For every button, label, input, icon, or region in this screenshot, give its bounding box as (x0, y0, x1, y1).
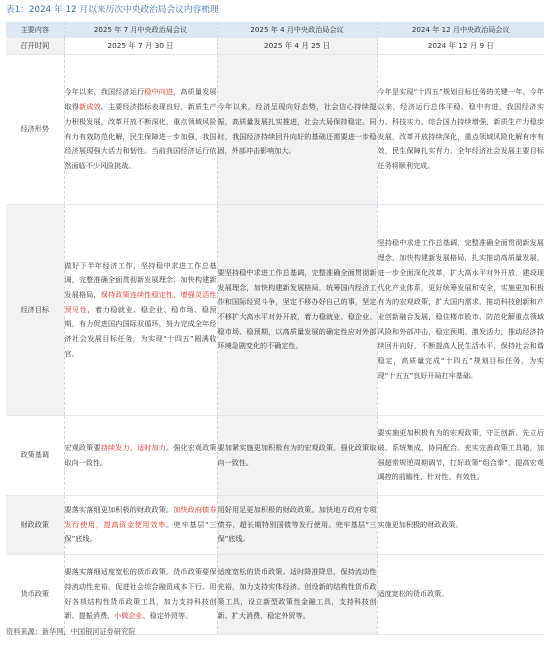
cell-target-2024-12 (377, 205, 544, 416)
cell-text: 要加紧实施更加积极有为的宏观政策。强化政策取向一致性。 (217, 442, 377, 467)
cell-text: 实施更加积极的财政政策。 (377, 519, 463, 529)
cell-text: 今年是实现“十四五”规划目标任务的关键一年。今年以来，经济运行总体平稳、稳中有进，我国经济实力、科技实力、综合国力持续增强，新质生产力稳步发展，改革开放持续深化，重点领域风险化解有序有效，民生保障扎实有力，全年经济社会发展主要目标任务将顺利完成。 (377, 87, 544, 170)
cell-text: ，高质量发展取得 (64, 87, 217, 112)
highlighted-text: 新成效 (79, 102, 101, 112)
cell-text: 。兜牢基层“三保”底线。 (64, 519, 217, 544)
cell-text: 要落实落细适度宽松的货币政策。货币政策要保持流动性充裕，促进社会综合融资成本下行。用好各项结构性货币政策工具，加力支持科技创新、提振消费、 (64, 567, 217, 621)
table-row (6, 416, 544, 496)
cell-fiscal-2025-07 (64, 496, 217, 555)
cell-fiscal-2024-12 (377, 496, 544, 555)
cell-target-2025-04 (217, 205, 377, 416)
cell-monetary-2025-07 (64, 555, 217, 635)
highlighted-text: 稳中向进 (144, 87, 174, 97)
cell-text: 适度宽松的货币政策。 (377, 589, 449, 599)
cell-text: 今年以来，我国经济运行 (64, 87, 145, 97)
cell-economy-2025-04 (217, 55, 377, 205)
header-col-2025-07: 2025 年 7 月中央政治局会议 (64, 22, 217, 38)
cell-target-2025-07 (64, 205, 217, 416)
cell-text: 要坚持稳中求进工作总基调，完整准确全面贯彻新发展理念，加快构建新发展格局，统筹国内经济工作和国际经贸斗争，坚定不移办好自己的事，坚定不移扩大高水平对外开放，着力稳就业、稳企业、稳市场、稳预期，以高质量发展的确定性应对外部环境急剧变化的不确定性。 (217, 267, 377, 351)
cell-text: 。强化宏观政策取向一致性。 (64, 442, 217, 467)
table-title: 表1：2024 年 12 月以来历次中央政治局会议内容梳理 (6, 5, 219, 15)
table-row (6, 555, 544, 635)
row-label-fiscal: 财政政策 (6, 496, 64, 555)
cell-monetary-2024-12 (377, 555, 544, 635)
cell-text: 要落实落细更加积极的财政政策。 (64, 504, 174, 514)
cell-economy-2024-12 (377, 55, 544, 205)
cell-monetary-2025-04 (217, 555, 377, 635)
cell-policy-tone-2024-12 (377, 416, 544, 496)
highlighted-text: 加快政府债券发行使用，提高资金使用效率 (64, 504, 217, 529)
cell-text: 。主要经济指标表现良好，新质生产力积极发展，改革开放不断深化，重点领域风险有力有效防范化解，民生保障进一步加强，我国经济展现强大活力和韧性。当前我国经济运行依然面临不少风险挑战。 (64, 102, 217, 170)
politburo-meeting-table (6, 22, 544, 635)
row-label-economy: 经济形势 (6, 55, 64, 205)
date-row (6, 38, 544, 55)
cell-economy-2025-07 (64, 55, 217, 205)
cell-text: 坚持稳中求进工作总基调，完整准确全面贯彻新发展理念，加快构建新发展格局，扎实推动高质量发展，进一步全面深化改革，扩大高水平对外开放，建设现代化产业体系，更好统筹发展和安全，实施更加积极有为的宏观政策，扩大国内需求，推动科技创新和产业创新融合发展，稳住楼市股市，防范化解重点领域风险和外部冲击，稳定预期、激发活力，推动经济持续回升向好，不断提高人民生活水平，保持社会和谐稳定，高质量完成“十四五”规划目标任务，为实现“十五五”良好开局打牢基础。 (377, 238, 544, 380)
date-2025-04: 2025 年 4 月 25 日 (217, 38, 377, 55)
row-label-date: 召开时间 (6, 38, 64, 55)
cell-text: 用好用足更加积极的财政政策。加快地方政府专项债券、超长期特别国债等发行使用。兜牢基层“三保”底线。 (217, 504, 377, 544)
cell-text: 适度宽松的货币政策。适时降准降息，保持流动性充裕，加力支持实体经济。创设新的结构性货币政策工具，设立新型政策性金融工具，支持科技创新、扩大消费、稳定外贸等。 (217, 567, 377, 621)
cell-text: 、稳定外贸等。 (142, 611, 193, 621)
cell-fiscal-2025-04 (217, 496, 377, 555)
table-row (6, 205, 544, 416)
highlighted-text: 小微企业 (114, 611, 143, 621)
table-row (6, 55, 544, 205)
row-label-target: 经济目标 (6, 205, 64, 416)
date-2024-12: 2024 年 12 月 9 日 (377, 38, 544, 55)
header-col-2024-12: 2024 年 12 月中央政治局会议 (377, 22, 544, 38)
header-col-2025-04: 2025 年 4 月中央政治局会议 (217, 22, 377, 38)
row-label-monetary: 货币政策 (6, 555, 64, 635)
row-label-policy-tone: 政策基调 (6, 416, 64, 496)
cell-text: ，着力稳就业、稳企业、稳市场、稳预期，有力促进国内国际双循环，努力完成全年经济社会发展目标任务，为实现“十四五”圆满收官。 (64, 304, 217, 358)
date-2025-07: 2025 年 7 月 30 日 (64, 38, 217, 55)
source-note: 资料来源：新华网，中国银河证券研究院 (6, 627, 136, 636)
table-row (6, 496, 544, 555)
cell-policy-tone-2025-04 (217, 416, 377, 496)
highlighted-text: 保持政策连续性稳定性，增强灵活性预见性 (64, 289, 217, 314)
cell-policy-tone-2025-07 (64, 416, 217, 496)
cell-text: 宏观政策要 (64, 442, 101, 452)
cell-text: 要实施更加积极有为的宏观政策，守正创新、先立后破、系统集成、协同配合。充实完善政策工具箱，加强超常规逆周期调节，打好政策“组合拳”，提高宏观调控的前瞻性、针对性、有效性。 (377, 428, 544, 482)
cell-text: 做好下半年经济工作，坚持稳中求进工作总基调，完整准确全面贯彻新发展理念，加快构建新发展格局， (64, 260, 217, 299)
header-row (6, 22, 544, 38)
cell-text: 今年以来，经济呈现向好态势，社会信心持续提振，高质量发展扎实推进，社会大局保持稳定。同时，我国经济持续回升向好的基础还需要进一步稳固，外部冲击影响加大。 (217, 102, 377, 156)
highlighted-text: 持续发力、适时加力 (100, 442, 166, 452)
header-col-content: 主要内容 (6, 22, 64, 38)
